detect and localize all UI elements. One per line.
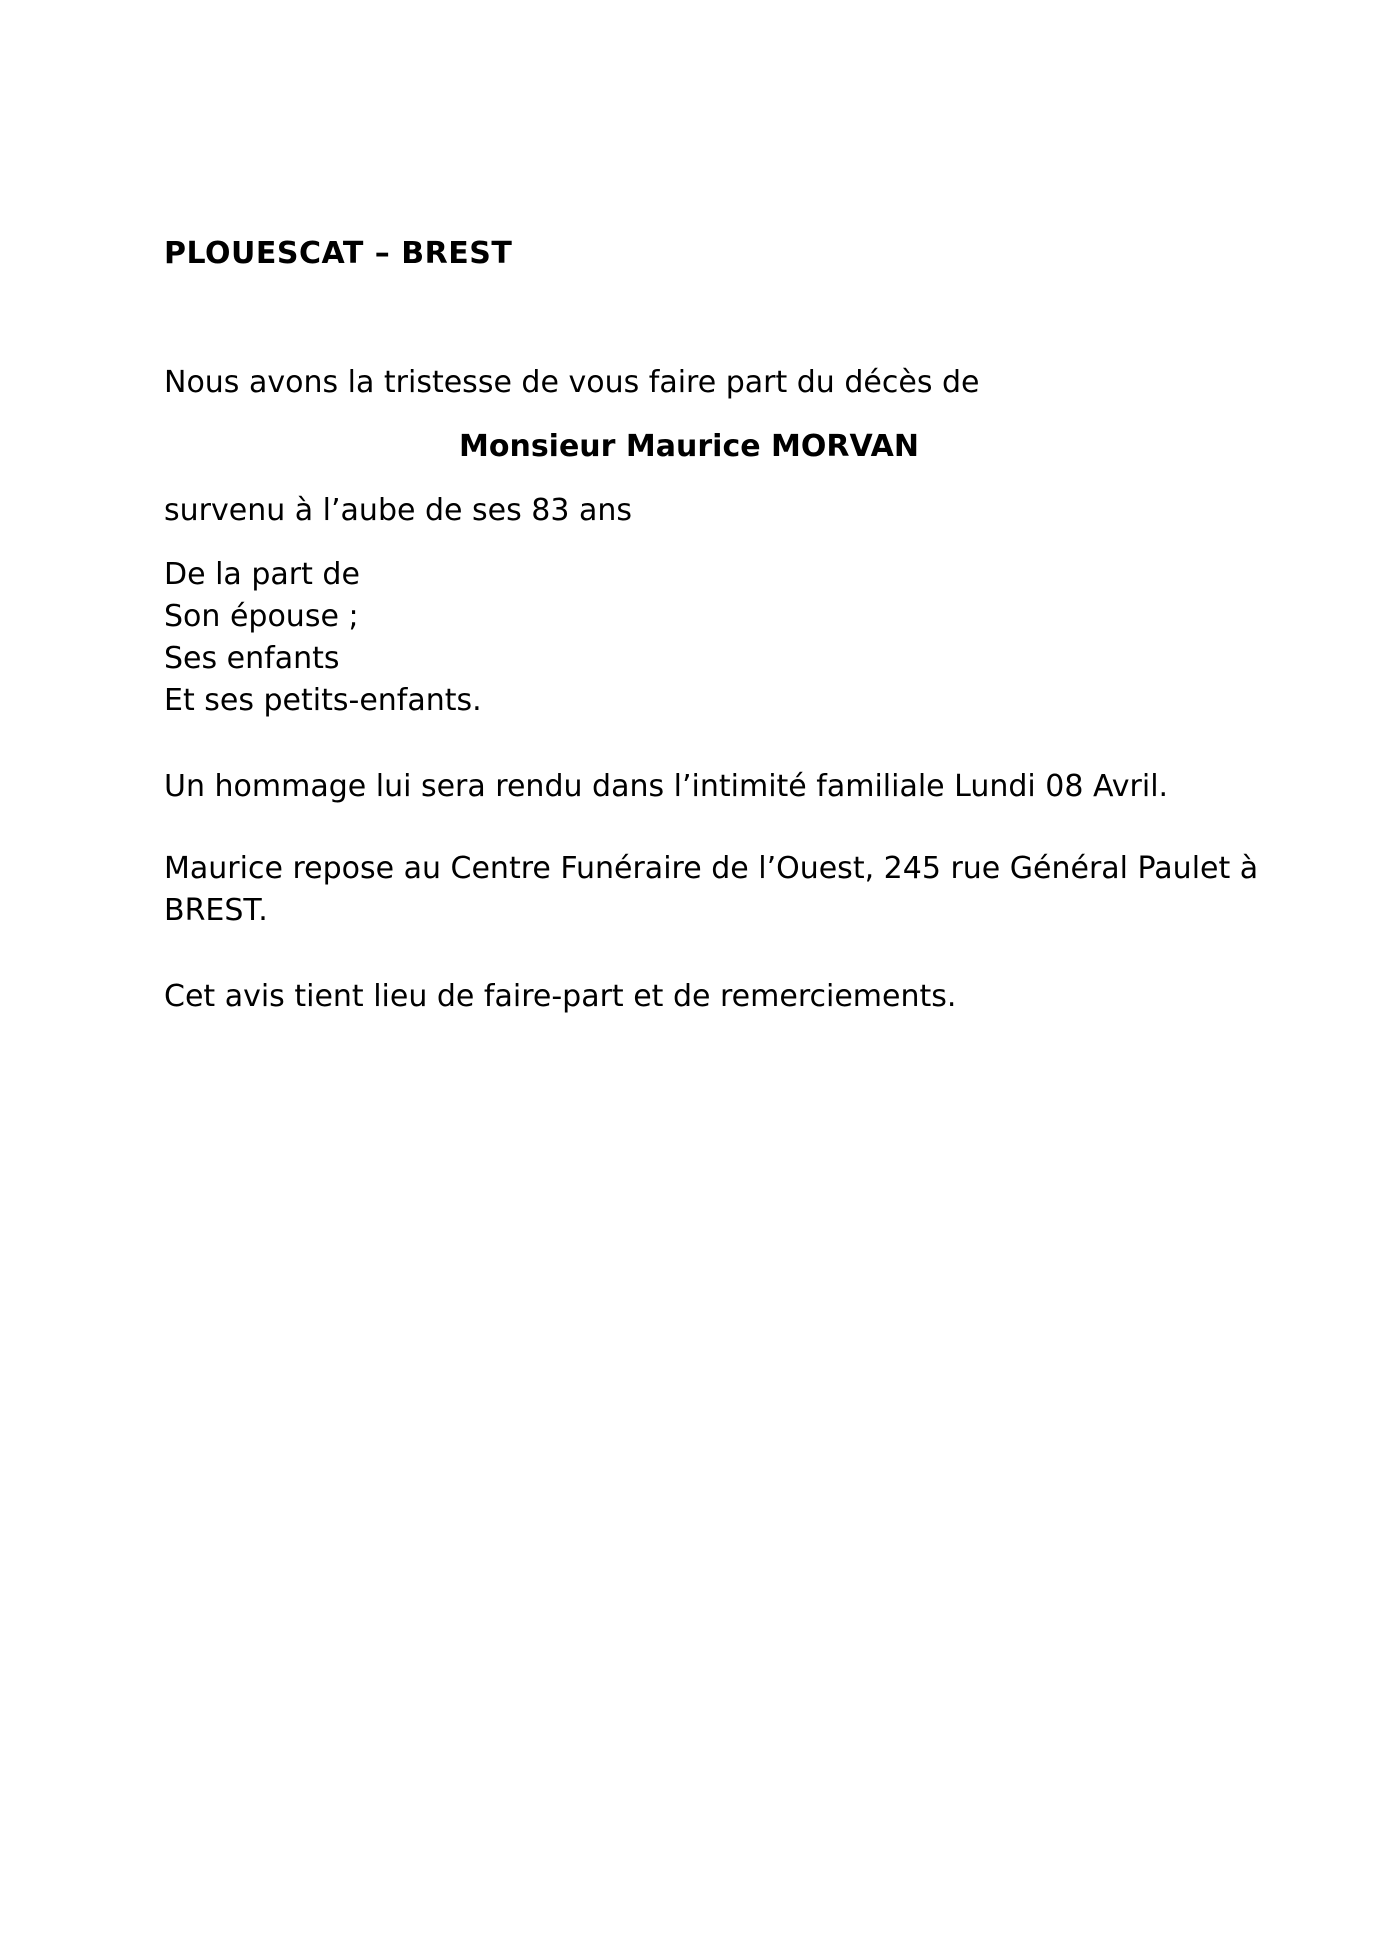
rest-place-line: Maurice repose au Centre Funéraire de l’Ouest, 245 rue Général Paulet à [164,851,1259,886]
family-list [164,554,482,722]
family-line: Ses enfants [164,641,340,676]
location-heading: PLOUESCAT – BREST [164,236,513,271]
rest-place-line: BREST. [164,893,268,928]
deceased-name [0,426,1378,468]
family-line: De la part de [164,557,360,592]
family-line: Son épouse ; [164,599,359,634]
intro-text: Nous avons la tristesse de vous faire part du décès de [164,365,980,400]
closing-text: Cet avis tient lieu de faire-part et de remerciements. [164,979,957,1014]
age-line: survenu à l’aube de ses 83 ans [164,493,633,528]
deceased-name-text: Monsieur Maurice MORVAN [459,429,919,464]
rest-place-paragraph [164,848,1259,932]
family-line: Et ses petits-enfants. [164,683,482,718]
ceremony-text: Un hommage lui sera rendu dans l’intimité familiale Lundi 08 Avril. [164,769,1169,804]
